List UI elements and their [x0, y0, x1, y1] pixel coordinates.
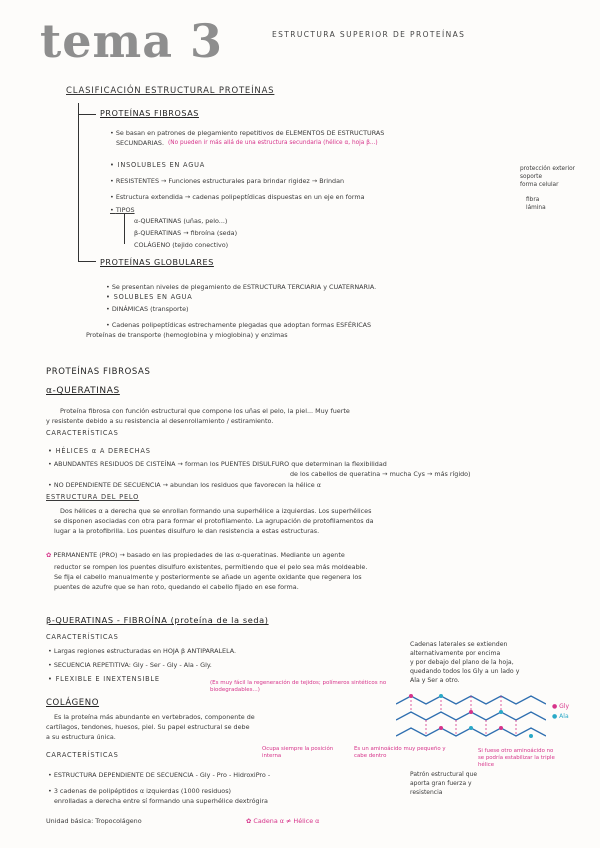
colageno-c1r: Patrón estructural que aporta gran fuerza y resistencia	[410, 771, 478, 796]
colageno-p3: a su estructura única.	[46, 733, 116, 741]
beta-legend	[552, 702, 569, 722]
fibrosas-b3: • RESISTENTES → Funciones estructurales para brindar rigidez → Brindan	[110, 176, 344, 186]
tipo-colageno: COLÁGENO (tejido conectivo)	[134, 241, 229, 249]
colageno-p2: cartílagos, tendones, huesos, piel. Su papel estructural se debe	[46, 723, 250, 731]
colageno-note1: Ocupa siempre la posición interna	[262, 746, 334, 759]
side-line: Ala y Ser a otro.	[410, 677, 460, 684]
alfa-c1: • HÉLICES α A DERECHAS	[48, 446, 151, 456]
fibrosas-b4: • Estructura extendida → cadenas polipeptídicas dispuestas en un eje en forma	[110, 192, 365, 202]
tree-branch	[78, 114, 96, 115]
colageno-heading: COLÁGENO	[46, 698, 100, 708]
beta-c1: • Largas regiones estructuradas en HOJA β ANTIPARALELA.	[48, 646, 236, 656]
page-title: tema 3	[40, 14, 224, 68]
pelo-2: se disponen asociadas con otra para formar el protofilamento. La agrupación de protofilamentos da	[54, 517, 374, 525]
colageno-c2b: enrolladas a derecha entre sí formando una superhélice dextrógira	[54, 797, 268, 805]
fibrosas-heading: PROTEÍNAS FIBROSAS	[100, 109, 199, 118]
perm-text: PERMANENTE (PRO) → basado en las propiedades de las α-queratinas. Mediante un agente	[53, 551, 345, 559]
alfa-p1: Proteína fibrosa con función estructural que compone los uñas el pelo, la piel... Muy fuerte	[60, 407, 350, 415]
ala-dot-icon: ●	[552, 713, 558, 720]
perm-2: reductor se rompen los puentes disulfuro existentes, permitiendo que el pelo sea más moldeable.	[54, 563, 368, 571]
flower-icon: ✿	[46, 551, 52, 559]
beta-car: CARACTERÍSTICAS	[46, 633, 119, 641]
tree-line	[78, 103, 79, 261]
alfa-p1b: y resistente debido a su resistencia al desenrollamiento / estiramiento.	[46, 417, 274, 425]
side-line: y por debajo del plano de la hoja,	[410, 659, 514, 666]
brace-item: protección exterior	[520, 166, 576, 172]
beta-c3-note: (Es muy fácil la regeneración de tejidos; polímeros sintéticos no biodegradables...)	[210, 680, 387, 693]
colageno-unidad: Unidad básica: Tropocolágeno	[46, 817, 142, 825]
fibrosas-b2: • INSOLUBLES EN AGUA	[110, 160, 205, 170]
alfa-c3: • NO DEPENDIENTE DE SECUENCIA → abundan los residuos que favorecen la hélice α	[48, 480, 321, 490]
beta-c2: • SECUENCIA REPETITIVA: Gly - Ser - Gly - Ala - Gly.	[48, 660, 212, 670]
beta-c3: • FLEXIBLE E INEXTENSIBLE	[48, 674, 160, 684]
side-line: alternativamente por encima	[410, 650, 501, 657]
fibrosas-b1b: SECUNDARIAS.	[116, 139, 164, 147]
flower-icon: ✿	[246, 817, 252, 825]
alfa-c2b: de los cabellos de queratina → mucha Cys → más rígido)	[290, 470, 471, 478]
colageno-c1: • ESTRUCTURA DEPENDIENTE DE SECUENCIA - Gly - Pro - HidroxiPro -	[48, 770, 270, 780]
legend-gly: Gly	[559, 703, 570, 710]
globulares-b2: • SOLUBLES EN AGUA	[106, 292, 193, 302]
fibrosas-b3-brace	[520, 165, 575, 189]
alfa-heading: α-QUERATINAS	[46, 386, 120, 396]
gly-dot-icon: ●	[552, 703, 558, 710]
pelo-1: Dos hélices α a derecha que se enrollan formando una superhélice a izquierdas. Los superhélices	[60, 507, 372, 515]
perm-1	[46, 550, 345, 560]
colageno-note2: Es un aminoácido muy pequeño y cabe dentro	[354, 746, 446, 759]
colageno-cadena	[246, 816, 319, 826]
brace-item: lámina	[526, 205, 546, 211]
fibrosas-b1-note: (No pueden ir más allá de una estructura secundaria (hélice α, hoja β...)	[168, 140, 378, 146]
tree-branch	[78, 261, 96, 262]
alfa-car: CARACTERÍSTICAS	[46, 429, 119, 437]
tipo-beta: β-QUERATINAS → fibroína (seda)	[134, 229, 238, 237]
colageno-p1: Es la proteína más abundante en vertebrados, componente de	[54, 713, 255, 721]
fibrosas-b4-brace	[526, 196, 546, 212]
globulares-b4b: Proteínas de transporte (hemoglobina y mioglobina) y enzimas	[86, 331, 288, 339]
tipo-alfa: α-QUERATINAS (uñas, pelo...)	[134, 217, 228, 225]
pelo-3: lugar a la protofibrilla. Los puentes disulfuro le dan resistencia a estas estructuras.	[54, 527, 320, 535]
beta-sheet-diagram	[396, 692, 546, 752]
colageno-c2: • 3 cadenas de polipéptidos α izquierdas (1000 residuos)	[48, 786, 231, 796]
globulares-b4: • Cadenas polipeptídicas estrechamente plegadas que adoptan formas ESFÉRICAS	[106, 320, 371, 330]
pelo-heading: ESTRUCTURA DEL PELO	[46, 493, 140, 501]
alfa-c2: • ABUNDANTES RESIDUOS DE CISTEÍNA → forman los PUENTES DISULFURO que determinan la flexibilidad	[48, 459, 387, 469]
colageno-note3: Si fuese otro aminoácido no se podría estabilizar la triple hélice	[478, 748, 555, 768]
side-line: quedando todos los Gly a un lado y	[410, 668, 520, 675]
section-heading-clasificacion: CLASIFICACIÓN ESTRUCTURAL PROTEÍNAS	[66, 86, 275, 96]
page-subtitle: ESTRUCTURA SUPERIOR DE PROTEÍNAS	[272, 30, 466, 39]
side-line: Cadenas laterales se extienden	[410, 641, 508, 648]
perm-4: puentes de azufre que se han roto, quedando el cabello fijado en ese forma.	[54, 583, 299, 591]
legend-ala: Ala	[559, 713, 569, 720]
globulares-heading: PROTEÍNAS GLOBULARES	[100, 258, 214, 267]
beta-side-note	[410, 640, 519, 685]
globulares-b3: • DINÁMICAS (transporte)	[106, 304, 189, 314]
brace-item: soporte	[520, 174, 543, 180]
tipos-line	[124, 214, 125, 244]
perm-3: Se fija el cabello manualmente y posteriormente se añade un agente oxidante que regenera los	[54, 573, 362, 581]
beta-heading: β-QUERATINAS - FIBROÍNA (proteína de la seda)	[46, 615, 269, 625]
cadena-text: Cadena α ≠ Hélice α	[253, 817, 320, 825]
brace-item: forma celular	[520, 182, 559, 188]
globulares-b1: • Se presentan niveles de plegamiento de ESTRUCTURA TERCIARIA y CUATERNARIA.	[106, 282, 376, 292]
fibrosas-b1: • Se basan en patrones de plegamiento repetitivos de ELEMENTOS DE ESTRUCTURAS	[110, 128, 384, 138]
fibrosas2-heading: PROTEÍNAS FIBROSAS	[46, 367, 151, 377]
tipos-label: • TIPOS	[110, 205, 135, 215]
colageno-car: CARACTERÍSTICAS	[46, 751, 119, 759]
brace-item: fibra	[526, 197, 540, 203]
